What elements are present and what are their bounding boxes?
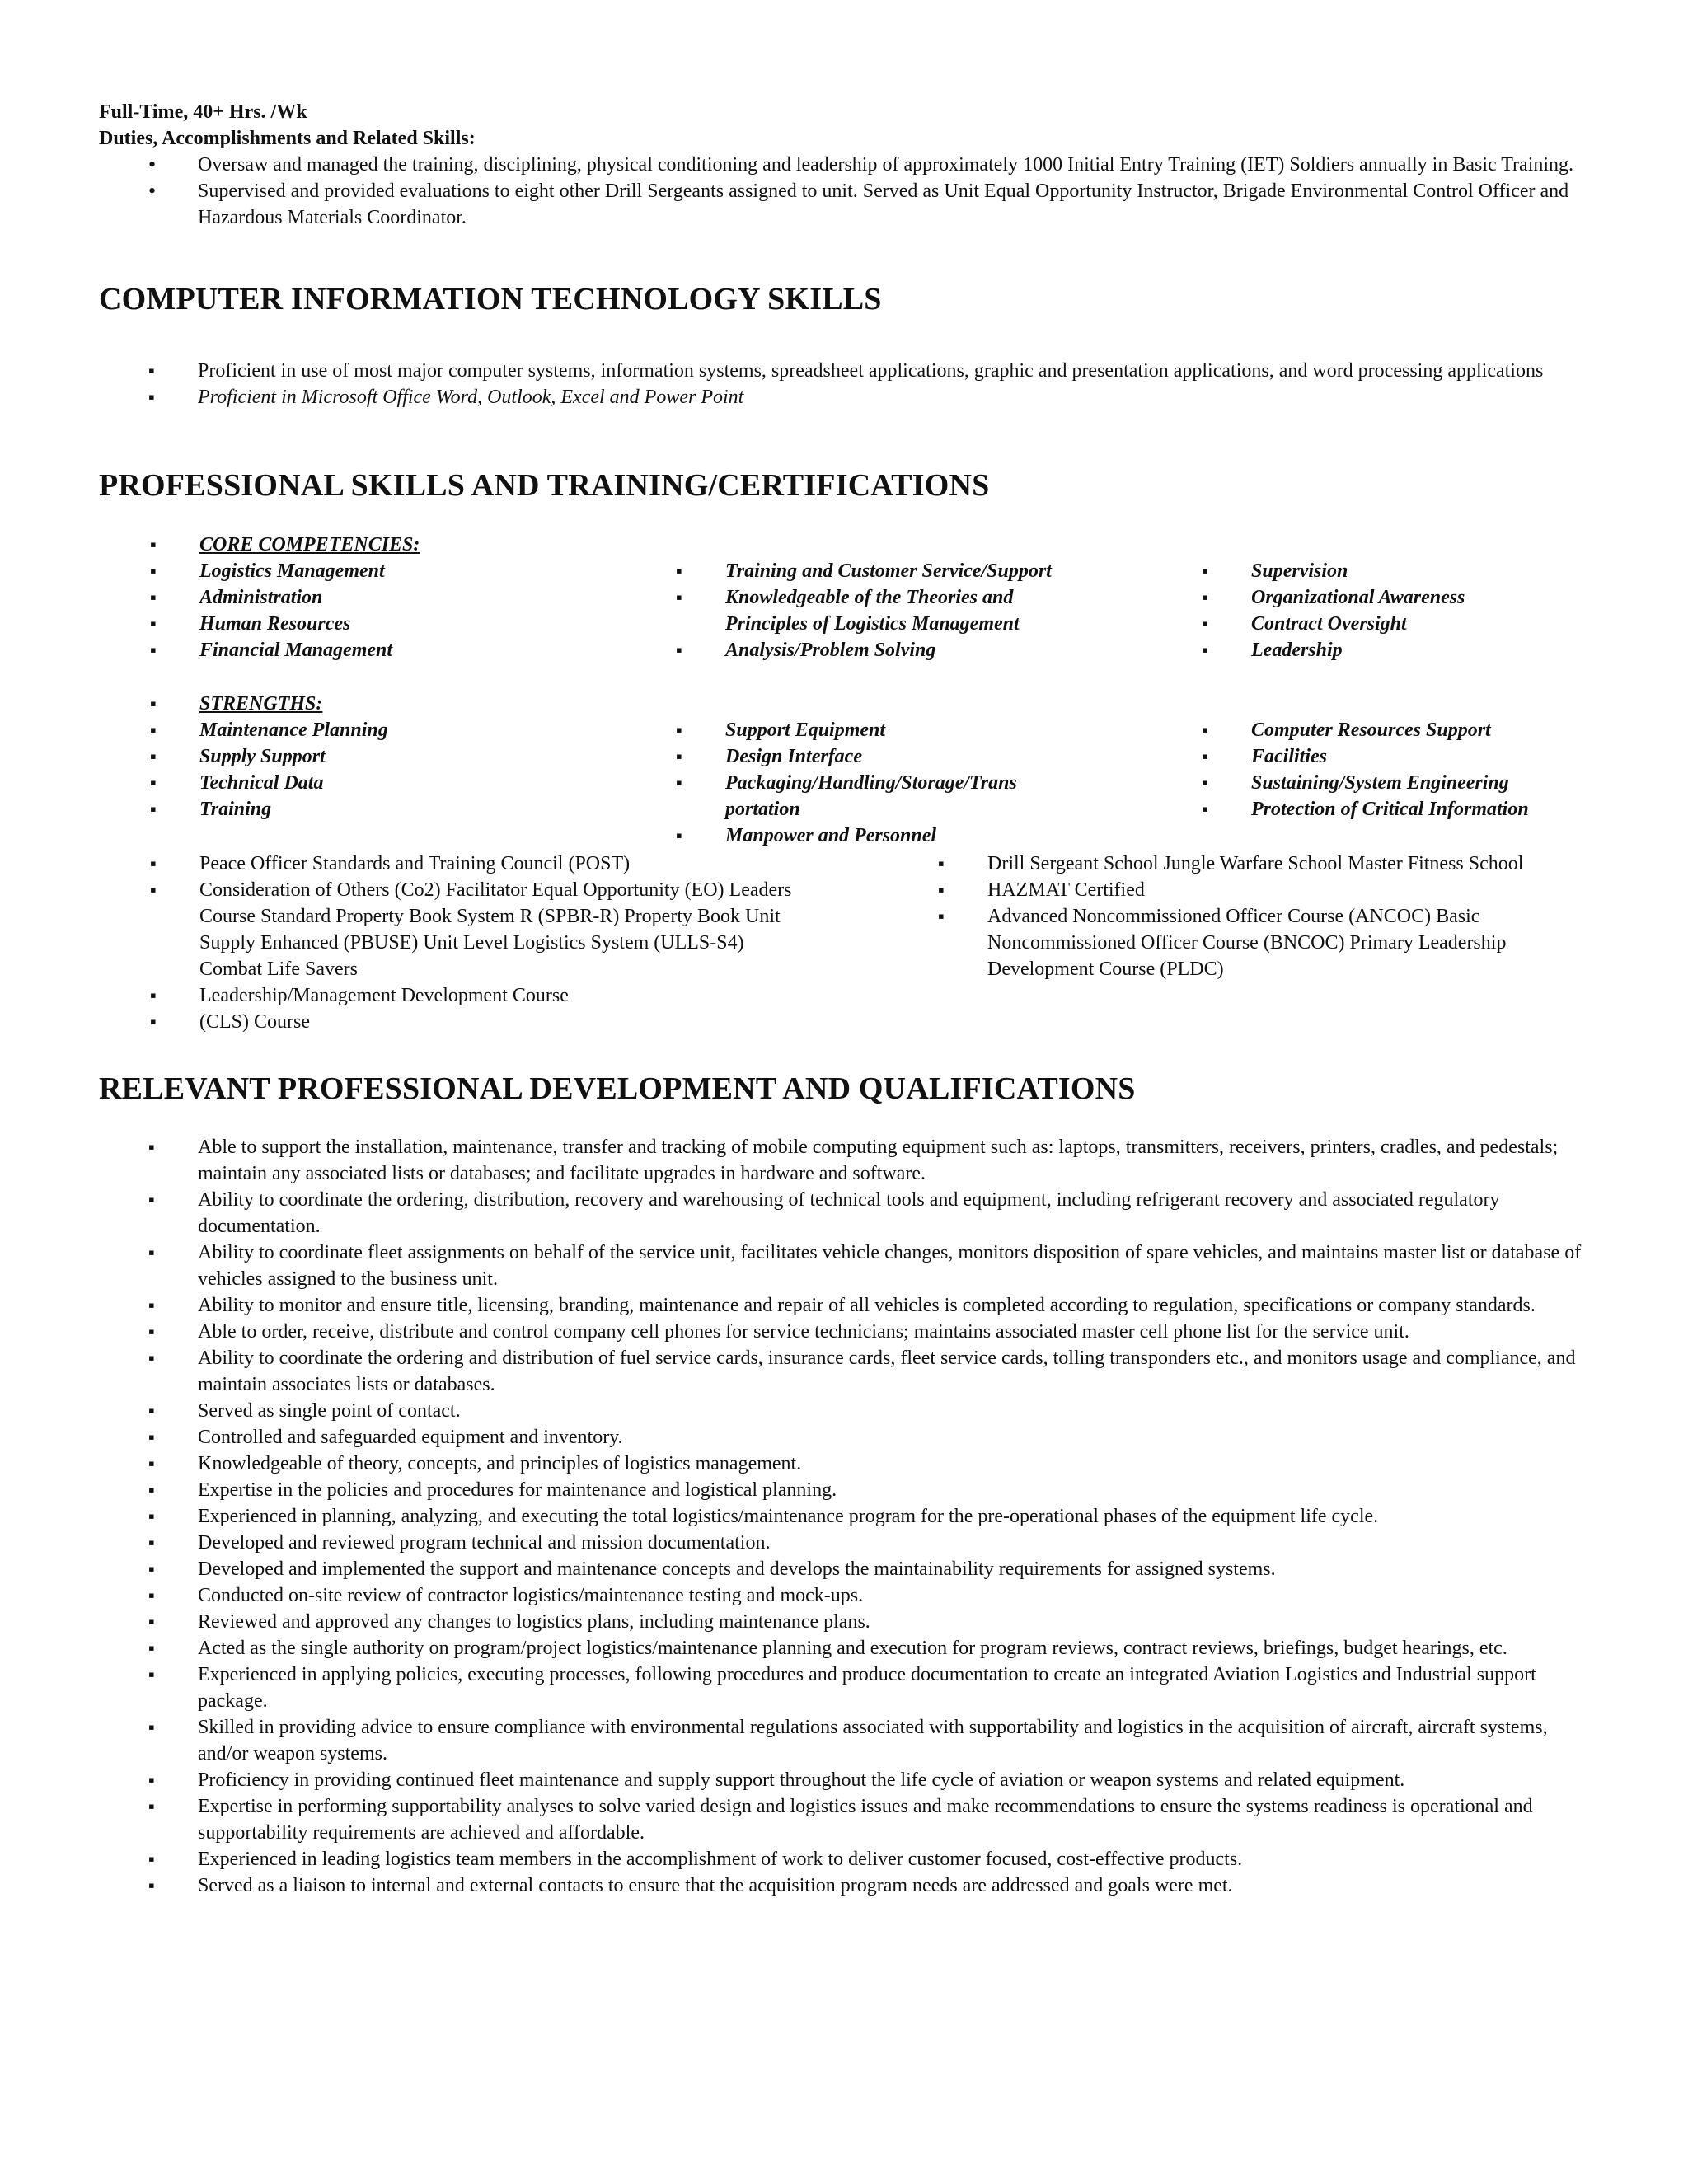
list-item: ▪ Consideration of Others (Co2) Facilitator Equal Opportunity (EO) Leaders Course Standard Property Book System R (SPBR-R) Property Book Unit Supply Enhanced (PBUSE) Unit Level Logistics System (ULLS-S4) Combat Life Savers <box>150 877 793 982</box>
relevant-list <box>99 1134 1591 1899</box>
list-item: ▪ Proficiency in providing continued fleet maintenance and supply support throughout the life cycle of aviation or weapon systems and related equipment. <box>99 1767 1591 1793</box>
list-item: ▪ Able to order, receive, distribute and control company cell phones for service technicians; maintains associated master cell phone list for the service unit. <box>99 1319 1591 1345</box>
list-item: ▪ Manpower and Personnel <box>676 823 1071 849</box>
list-item: ▪ Knowledgeable of the Theories and Principles of Logistics Management <box>676 584 1071 637</box>
list-item: ▪ Training and Customer Service/Support <box>676 558 1071 584</box>
list-item: ▪ Leadership/Management Development Course <box>150 982 793 1009</box>
core-label: ▪ CORE COMPETENCIES: <box>150 532 612 558</box>
list-item: ▪ Administration <box>150 584 612 611</box>
list-item: ▪ Developed and reviewed program technical and mission documentation. <box>99 1530 1591 1556</box>
list-item: ▪ Served as single point of contact. <box>99 1398 1591 1424</box>
list-item: • Oversaw and managed the training, disciplining, physical conditioning and leadership of approximately 1000 Initial Entry Training (IET) Soldiers annually in Basic Training. <box>99 152 1582 178</box>
list-item: ▪ Experienced in leading logistics team members in the accomplishment of work to deliver customer focused, cost-effective products. <box>99 1846 1591 1872</box>
list-item: ▪ (CLS) Course <box>150 1009 793 1035</box>
strengths-col-1 <box>150 691 612 823</box>
list-item: ▪ Drill Sergeant School Jungle Warfare School Master Fitness School <box>938 851 1581 877</box>
list-item: ▪ Skilled in providing advice to ensure compliance with environmental regulations associated with supportability and logistics in the acquisition of aircraft, aircraft systems, and/or weapon systems. <box>99 1714 1591 1767</box>
list-item: ▪ Facilities <box>1202 743 1630 770</box>
list-item: ▪ Advanced Noncommissioned Officer Course (ANCOC) Basic Noncommissioned Officer Course (BNCOC) Primary Leadership Development Course (PLDC) <box>938 903 1581 982</box>
list-item: ▪ Financial Management <box>150 637 612 663</box>
list-item: ▪ Expertise in the policies and procedures for maintenance and logistical planning. <box>99 1477 1591 1503</box>
duties-label: Duties, Accomplishments and Related Skills: <box>99 128 476 149</box>
list-item: ▪ Ability to monitor and ensure title, licensing, branding, maintenance and repair of all vehicles is completed according to regulation, specifications or company standards. <box>99 1292 1591 1319</box>
list-item: ▪ Expertise in performing supportability analyses to solve varied design and logistics issues and make recommendations to ensure the systems readiness is operational and supportability requirements are achieved and affordable. <box>99 1793 1591 1846</box>
list-item: ▪ Logistics Management <box>150 558 612 584</box>
list-item: ▪ Experienced in applying policies, executing processes, following procedures and produce documentation to create an integrated Aviation Logistics and Industrial support package. <box>99 1661 1591 1714</box>
list-item: ▪ Training <box>150 796 612 823</box>
list-item: ▪ Ability to coordinate the ordering, distribution, recovery and warehousing of technical tools and equipment, including refrigerant recovery and associated regulatory documentation. <box>99 1187 1591 1240</box>
strengths-col-3 <box>1202 717 1630 823</box>
list-item: ▪ Peace Officer Standards and Training Council (POST) <box>150 851 793 877</box>
list-item: ▪ Proficient in Microsoft Office Word, Outlook, Excel and Power Point <box>99 384 1607 410</box>
list-item: ▪ Maintenance Planning <box>150 717 612 743</box>
list-item: ▪ Support Equipment <box>676 717 1071 743</box>
strengths-col-2 <box>676 717 1071 849</box>
list-item: ▪ Able to support the installation, maintenance, transfer and tracking of mobile computing equipment such as: laptops, transmitters, receivers, printers, cradles, and pedestals; maintain any associated lists or databases; and facilitate upgrades in hardware and software. <box>99 1134 1591 1187</box>
list-item: ▪ Ability to coordinate fleet assignments on behalf of the service unit, facilitates vehicle changes, monitors disposition of spare vehicles, and maintains master list or database of vehicles assigned to the business unit. <box>99 1240 1591 1292</box>
list-item: ▪ Ability to coordinate the ordering and distribution of fuel service cards, insurance cards, fleet service cards, tolling transponders etc., and monitors usage and compliance, and maintain associates lists or databases. <box>99 1345 1591 1398</box>
list-item: • Supervised and provided evaluations to eight other Drill Sergeants assigned to unit. Served as Unit Equal Opportunity Instructor, Brigade Environmental Control Officer and Hazardous Materials Coordinator. <box>99 178 1582 231</box>
duties-list <box>99 152 1582 231</box>
list-item: ▪ Supervision <box>1202 558 1614 584</box>
list-item: ▪ Proficient in use of most major computer systems, information systems, spreadsheet applications, graphic and presentation applications, and word processing applications <box>99 358 1607 384</box>
cert-col-right <box>938 851 1581 982</box>
list-item: ▪ Human Resources <box>150 611 612 637</box>
computer-list <box>99 358 1607 410</box>
list-item: ▪ HAZMAT Certified <box>938 877 1581 903</box>
list-item: ▪ Acted as the single authority on program/project logistics/maintenance planning and execution for program reviews, contract reviews, briefings, budget hearings, etc. <box>99 1635 1591 1661</box>
cert-col-left <box>150 851 793 1035</box>
list-item: ▪ Packaging/Handling/Storage/Trans portation <box>676 770 1071 823</box>
list-item: ▪ Supply Support <box>150 743 612 770</box>
section-title-computer: COMPUTER INFORMATION TECHNOLOGY SKILLS <box>99 282 882 316</box>
list-item: ▪ Analysis/Problem Solving <box>676 637 1071 663</box>
list-item: ▪ Leadership <box>1202 637 1614 663</box>
section-title-relevant: RELEVANT PROFESSIONAL DEVELOPMENT AND QUALIFICATIONS <box>99 1071 1136 1106</box>
job-hours: Full-Time, 40+ Hrs. /Wk <box>99 101 307 123</box>
list-item: ▪ Knowledgeable of theory, concepts, and principles of logistics management. <box>99 1451 1591 1477</box>
core-col-3 <box>1202 558 1614 663</box>
list-item: ▪ Contract Oversight <box>1202 611 1614 637</box>
core-col-1 <box>150 532 612 663</box>
list-item: ▪ Design Interface <box>676 743 1071 770</box>
list-item: ▪ Reviewed and approved any changes to logistics plans, including maintenance plans. <box>99 1609 1591 1635</box>
strengths-label: ▪ STRENGTHS: <box>150 691 612 717</box>
section-title-professional: PROFESSIONAL SKILLS AND TRAINING/CERTIFICATIONS <box>99 468 990 503</box>
core-col-2 <box>676 558 1071 663</box>
list-item: ▪ Conducted on-site review of contractor logistics/maintenance testing and mock-ups. <box>99 1582 1591 1609</box>
list-item: ▪ Served as a liaison to internal and external contacts to ensure that the acquisition program needs are addressed and goals were met. <box>99 1872 1591 1899</box>
list-item: ▪ Controlled and safeguarded equipment and inventory. <box>99 1424 1591 1451</box>
list-item: ▪ Sustaining/System Engineering <box>1202 770 1630 796</box>
list-item: ▪ Developed and implemented the support and maintenance concepts and develops the maintainability requirements for assigned systems. <box>99 1556 1591 1582</box>
list-item: ▪ Computer Resources Support <box>1202 717 1630 743</box>
list-item: ▪ Technical Data <box>150 770 612 796</box>
list-item: ▪ Protection of Critical Information <box>1202 796 1630 823</box>
list-item: ▪ Experienced in planning, analyzing, and executing the total logistics/maintenance program for the pre-operational phases of the equipment life cycle. <box>99 1503 1591 1530</box>
list-item: ▪ Organizational Awareness <box>1202 584 1614 611</box>
